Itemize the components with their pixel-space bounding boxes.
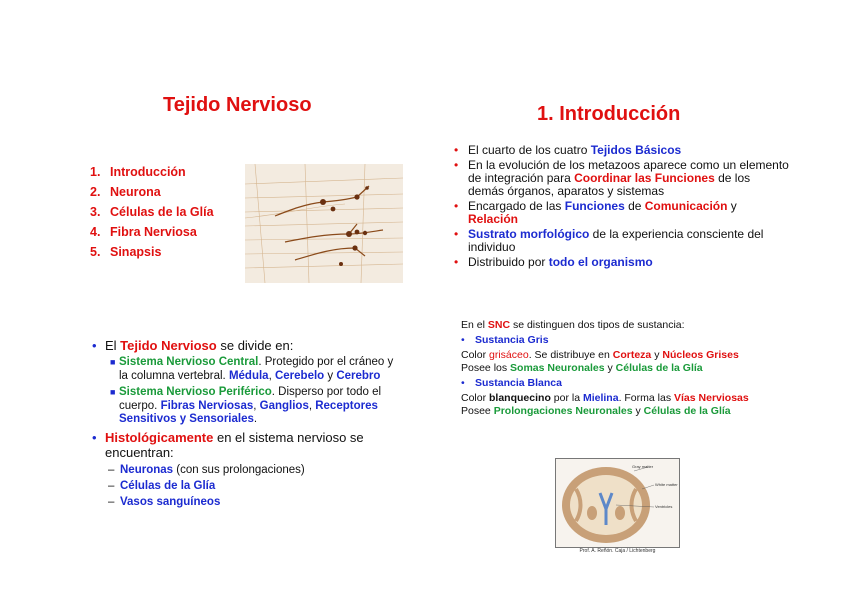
sustancia-blanca-text: Color blanquecino por la Mielina. Forma las Vías Nerviosas Posee Prolongaciones Neuronales y Células de la Glía xyxy=(461,392,749,417)
left-slide-title: Tejido Nervioso xyxy=(163,94,312,116)
figure-label-gray-matter: Gray matter xyxy=(632,464,654,469)
figure-label-white-matter: White matter xyxy=(655,482,678,487)
intro-bullets xyxy=(454,144,789,271)
toc-item: 1. Introducción xyxy=(90,165,186,179)
neuron-micrograph xyxy=(245,164,403,283)
brain-section-figure xyxy=(555,458,680,548)
left-slide-body xyxy=(92,338,402,510)
toc-item: 2. Neurona xyxy=(90,185,161,199)
toc-item: 4. Fibra Nerviosa xyxy=(90,225,197,239)
sub-bullet-snc: ■ Sistema Nervioso Central. Protegido por el cráneo y la columna vertebral. Médula, Cerebelo y Cerebro xyxy=(110,356,394,382)
bullet-sustrato: • Sustrato morfológico de la experiencia consciente del individuo xyxy=(454,227,764,254)
bullet-cuarto-tejido: • El cuarto de los cuatro Tejidos Básicos xyxy=(454,143,682,157)
dash-item: – Vasos sanguíneos xyxy=(108,495,221,508)
table-of-contents xyxy=(90,162,214,262)
bullet-evolucion: • En la evolución de los metazoos aparece como un elemento de integración para Coordinar las Funciones de los demás órganos, aparatos y sistemas xyxy=(454,158,789,198)
bullet-funciones: • Encargado de las Funciones de Comunicación y Relación xyxy=(454,199,737,226)
bullet-tejido-divide: • El Tejido Nervioso se divide en: xyxy=(92,338,294,353)
figure-label-ventricles: Ventricles xyxy=(655,504,673,509)
sub-bullet-snp: ■ Sistema Nervioso Periférico. Disperso por todo el cuerpo. Fibras Nerviosas, Ganglios, Receptores Sensitivos y Sensoriales. xyxy=(110,386,382,425)
toc-item: 3. Células de la Glía xyxy=(90,205,214,219)
toc-item: 5. Sinapsis xyxy=(90,245,162,259)
snc-intro: En el SNC se distinguen dos tipos de sustancia: xyxy=(461,319,685,331)
right-slide-title: 1. Introducción xyxy=(537,103,681,125)
dash-item: – Neuronas (con sus prolongaciones) xyxy=(108,463,305,476)
sustancia-gris-heading: • Sustancia Gris xyxy=(461,334,549,346)
dash-item: – Células de la Glía xyxy=(108,479,216,492)
bullet-distribuido: • Distribuido por todo el organismo xyxy=(454,255,653,269)
sustancia-blanca-heading: • Sustancia Blanca xyxy=(461,377,562,389)
sustancia-gris-text: Color grisáceo. Se distribuye en Corteza y Núcleos Grises Posee los Somas Neuronales y Células de la Glía xyxy=(461,349,739,374)
figure-caption: Prof. A. Reñón. Caja / Lichtenberg xyxy=(579,548,656,554)
snc-sustancias xyxy=(461,319,761,420)
bullet-histologicamente: • Histológicamente en el sistema nervioso se encuentran: xyxy=(92,429,364,460)
